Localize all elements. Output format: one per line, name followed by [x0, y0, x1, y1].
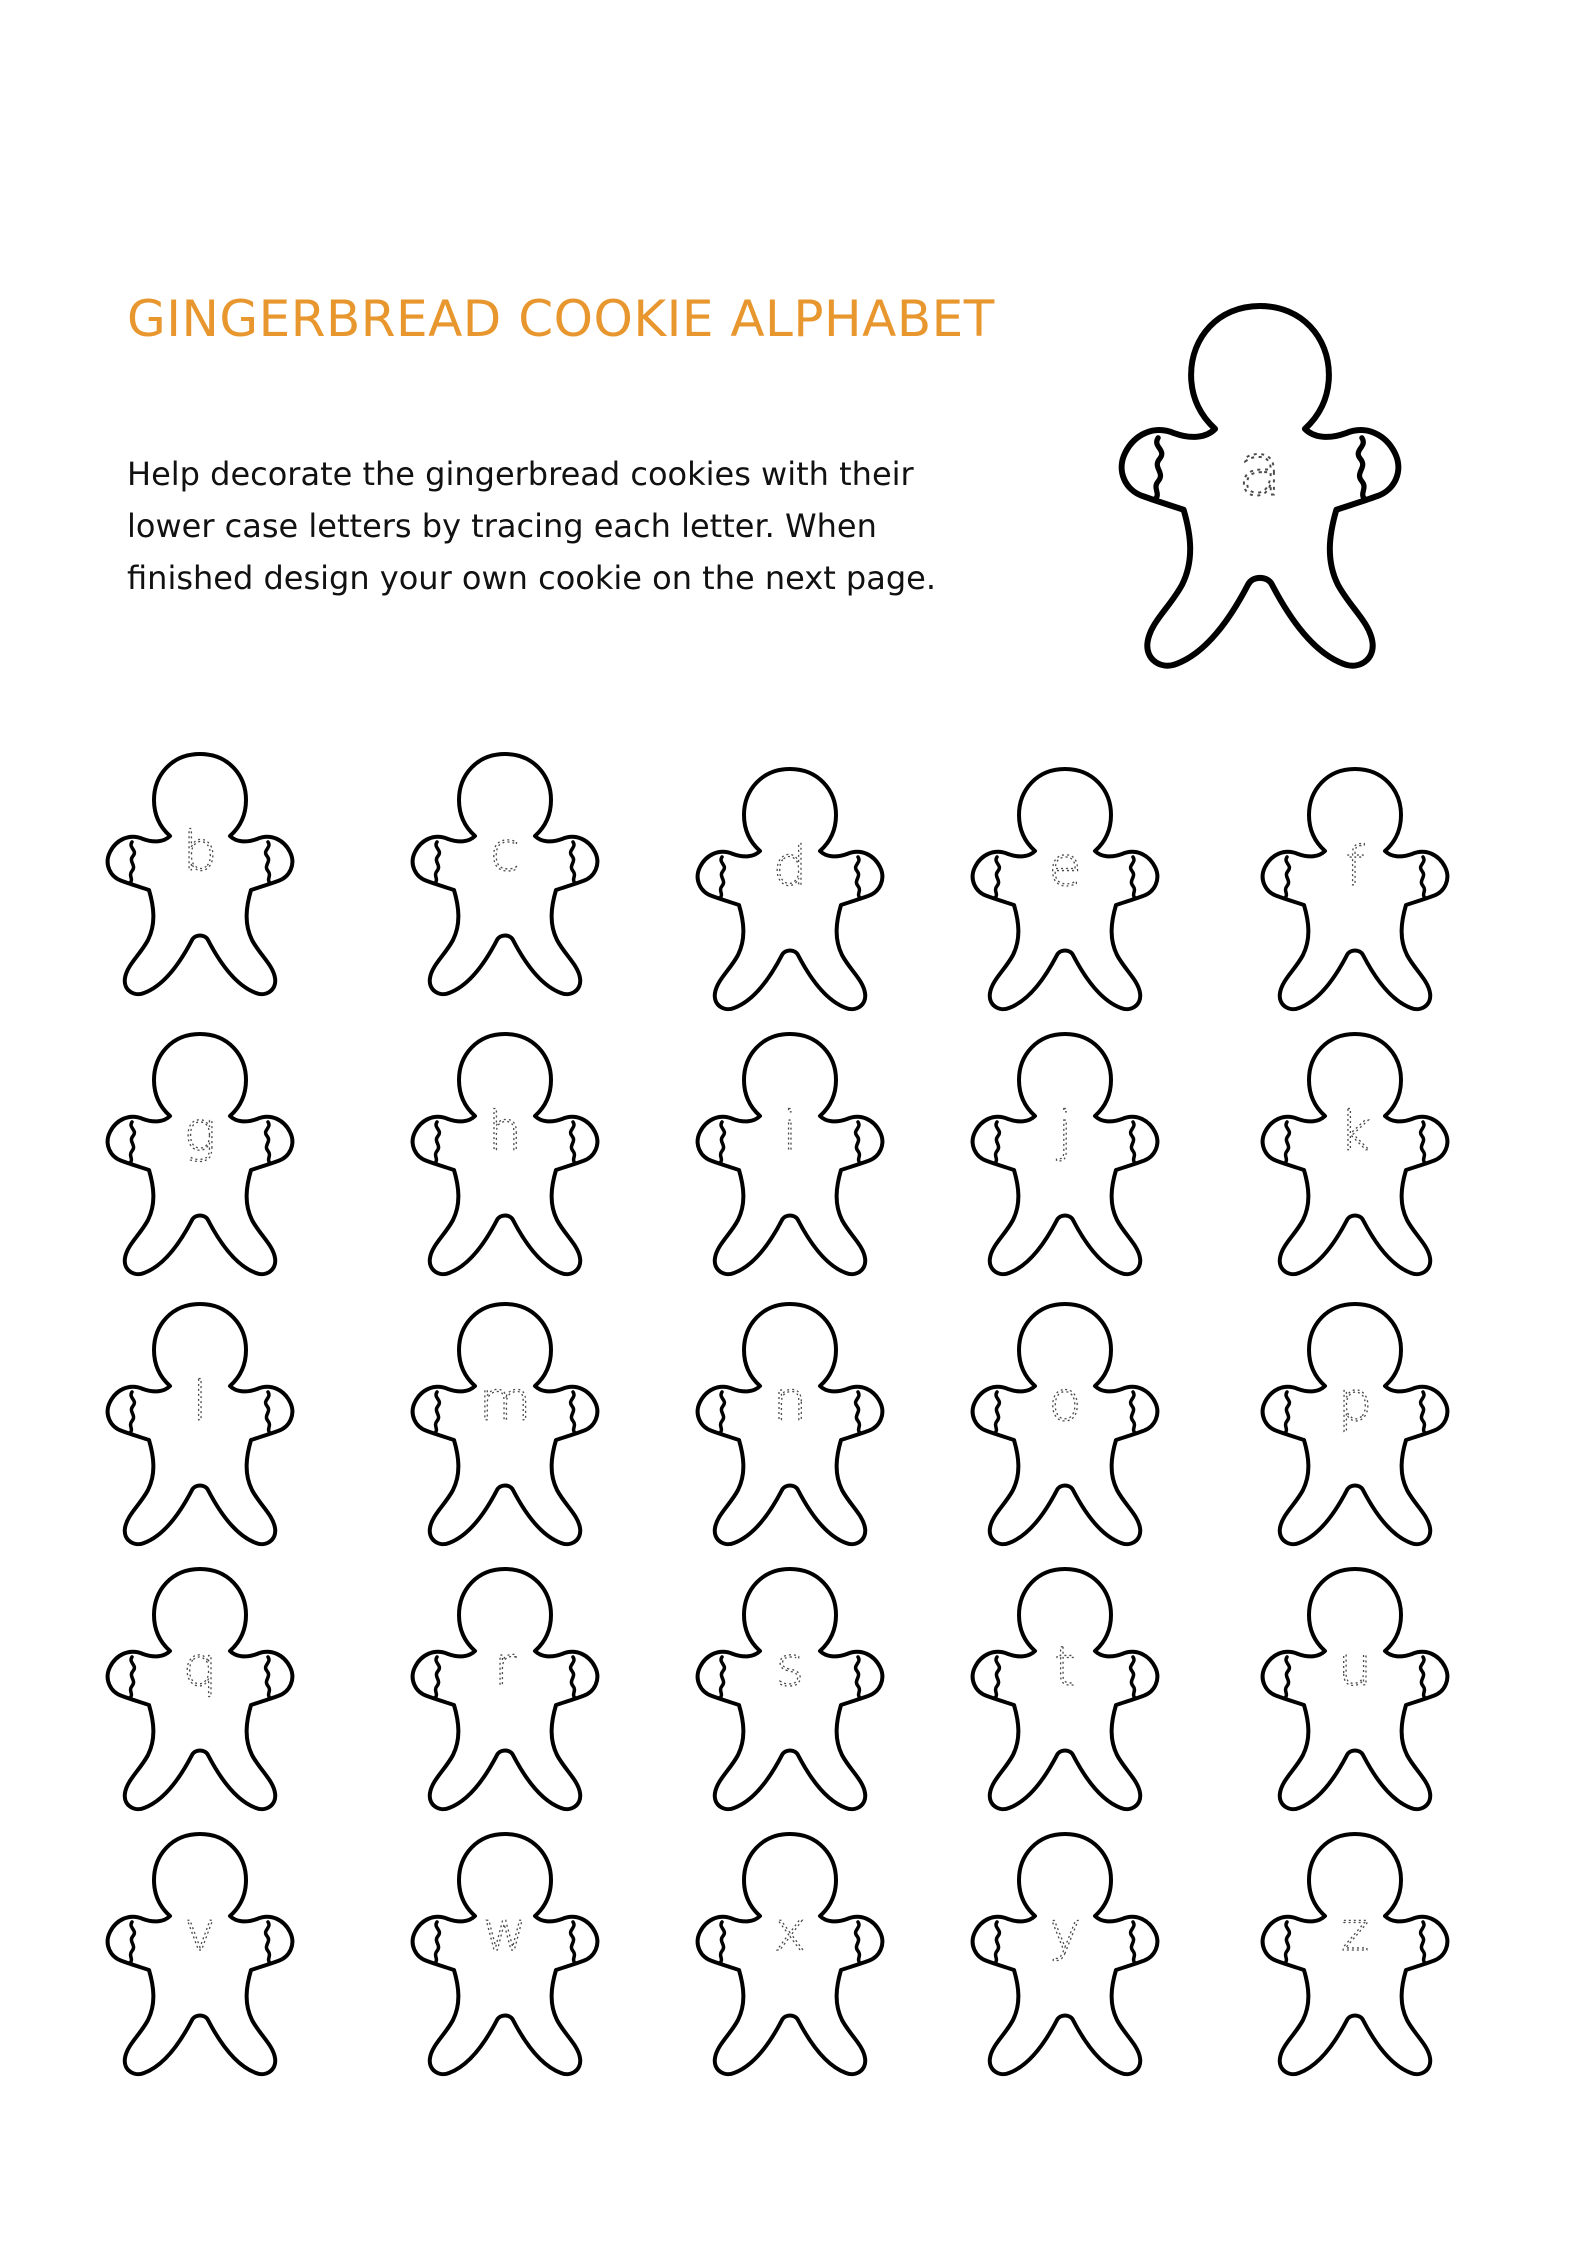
trace-letter: b — [182, 820, 218, 883]
trace-letter: v — [184, 1900, 216, 1963]
instructions-line: lower case letters by tracing each letter. When — [127, 507, 877, 545]
trace-letter: k — [1339, 1100, 1371, 1163]
gingerbread-cookie — [690, 1830, 890, 2077]
gingerbread-cookie — [1255, 1565, 1455, 1812]
gingerbread-cookie-icon — [100, 750, 300, 997]
gingerbread-cookie-icon — [690, 765, 890, 1012]
gingerbread-cookie-icon — [1255, 765, 1455, 1012]
gingerbread-cookie-icon — [965, 765, 1165, 1012]
trace-letter: o — [1048, 1370, 1082, 1433]
trace-letter: t — [1054, 1635, 1076, 1698]
gingerbread-cookie — [965, 1830, 1165, 2077]
trace-letter: a — [1237, 427, 1283, 512]
gingerbread-cookie — [965, 1030, 1165, 1277]
gingerbread-cookie-icon — [100, 1300, 300, 1547]
gingerbread-cookie — [690, 1565, 890, 1812]
gingerbread-cookie-icon — [1110, 300, 1410, 670]
gingerbread-cookie — [965, 1565, 1165, 1812]
gingerbread-cookie — [405, 1830, 605, 2077]
gingerbread-cookie-icon — [690, 1565, 890, 1812]
trace-letter: m — [478, 1370, 532, 1433]
trace-letter: n — [772, 1370, 808, 1433]
trace-letter: q — [182, 1635, 218, 1698]
gingerbread-cookie — [405, 1565, 605, 1812]
trace-letter: u — [1337, 1635, 1373, 1698]
instructions-line: finished design your own cookie on the next page. — [127, 559, 937, 597]
trace-letter: s — [775, 1635, 805, 1698]
gingerbread-cookie — [405, 1300, 605, 1547]
gingerbread-cookie — [965, 1300, 1165, 1547]
trace-letter: y — [1049, 1900, 1081, 1963]
trace-letter: z — [1340, 1900, 1370, 1963]
gingerbread-cookie-icon — [965, 1030, 1165, 1277]
gingerbread-cookie-icon — [405, 1830, 605, 2077]
gingerbread-cookie — [965, 765, 1165, 1012]
gingerbread-cookie — [1255, 765, 1455, 1012]
gingerbread-cookie-icon — [965, 1300, 1165, 1547]
trace-letter: h — [487, 1100, 523, 1163]
trace-letter: p — [1337, 1370, 1373, 1433]
gingerbread-cookie — [100, 1565, 300, 1812]
gingerbread-cookie-icon — [965, 1830, 1165, 2077]
gingerbread-cookie — [690, 1030, 890, 1277]
gingerbread-cookie-icon — [405, 750, 605, 997]
gingerbread-cookie — [1255, 1300, 1455, 1547]
gingerbread-cookie-icon — [690, 1830, 890, 2077]
instructions-line: Help decorate the gingerbread cookies with their — [127, 455, 914, 493]
gingerbread-cookie-icon — [100, 1565, 300, 1812]
gingerbread-cookie-icon — [100, 1830, 300, 2077]
gingerbread-cookie-icon — [1255, 1300, 1455, 1547]
gingerbread-cookie-icon — [1255, 1565, 1455, 1812]
trace-letter: l — [192, 1370, 208, 1433]
gingerbread-cookie-icon — [100, 1030, 300, 1277]
gingerbread-cookie-icon — [405, 1565, 605, 1812]
gingerbread-cookie — [100, 750, 300, 997]
gingerbread-cookie — [1255, 1830, 1455, 2077]
gingerbread-cookie — [100, 1830, 300, 2077]
gingerbread-cookie-icon — [690, 1030, 890, 1277]
gingerbread-cookie-icon — [405, 1030, 605, 1277]
trace-letter: d — [772, 835, 808, 898]
trace-letter: w — [482, 1900, 528, 1963]
gingerbread-cookie — [690, 765, 890, 1012]
gingerbread-cookie-icon — [965, 1565, 1165, 1812]
trace-letter: e — [1048, 835, 1082, 898]
trace-letter: r — [493, 1635, 517, 1698]
gingerbread-cookie — [1255, 1030, 1455, 1277]
gingerbread-cookie-icon — [690, 1300, 890, 1547]
page-title: GINGERBREAD COOKIE ALPHABET — [127, 290, 995, 348]
gingerbread-cookie-icon — [1255, 1830, 1455, 2077]
gingerbread-cookie — [405, 750, 605, 997]
gingerbread-cookie — [690, 1300, 890, 1547]
example-gingerbread-cookie — [1110, 300, 1410, 670]
trace-letter: i — [782, 1100, 798, 1163]
trace-letter: x — [774, 1900, 806, 1963]
trace-letter: f — [1345, 835, 1365, 898]
gingerbread-cookie-icon — [405, 1300, 605, 1547]
gingerbread-cookie-icon — [1255, 1030, 1455, 1277]
instructions-text — [127, 448, 1027, 604]
trace-letter: j — [1057, 1100, 1073, 1163]
trace-letter: c — [490, 820, 520, 883]
trace-letter: g — [183, 1100, 217, 1163]
gingerbread-cookie — [405, 1030, 605, 1277]
gingerbread-cookie — [100, 1300, 300, 1547]
gingerbread-cookie — [100, 1030, 300, 1277]
